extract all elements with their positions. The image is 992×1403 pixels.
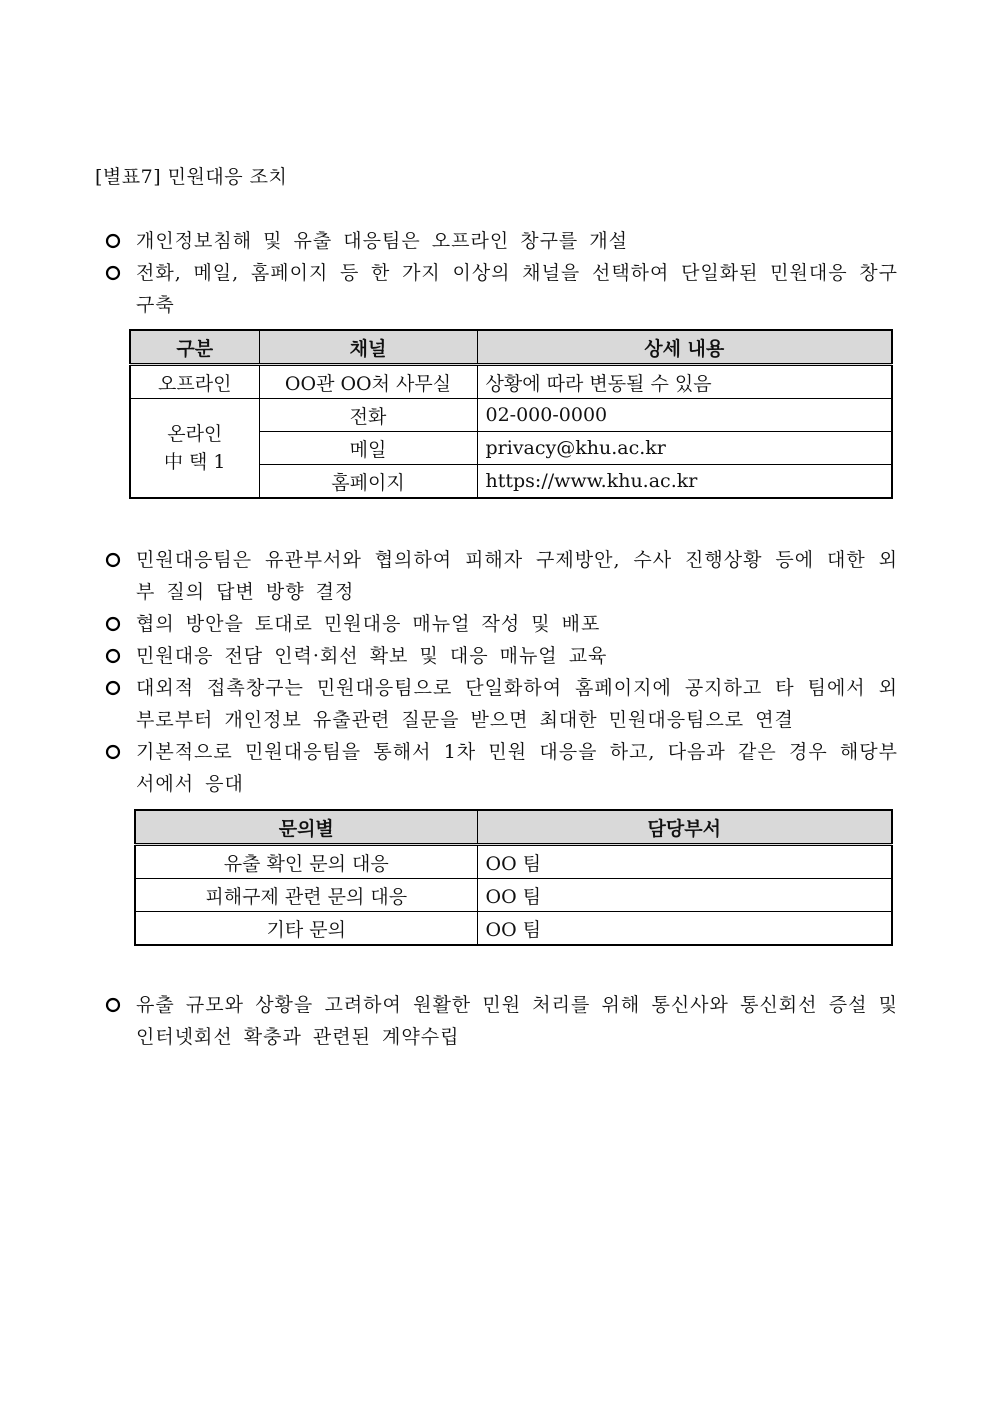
header-channel: 채널 <box>259 330 477 365</box>
bullet-text: 협의 방안을 토대로 민원대응 매뉴얼 작성 및 배포 <box>136 613 601 635</box>
dept-cell: OO 팀 <box>477 845 892 879</box>
offline-category: 오프라인 <box>130 365 259 399</box>
bullet-text: 개인정보침해 및 유출 대응팀은 오프라인 창구를 개설 <box>136 230 629 252</box>
online-detail-phone: 02-000-0000 <box>477 399 892 432</box>
online-category <box>130 399 259 499</box>
online-detail-mail: privacy@khu.ac.kr <box>477 432 892 465</box>
table-row <box>135 879 892 912</box>
bullet-text: 전화, 메일, 홈페이지 등 한 가지 이상의 채널을 선택하여 단일화된 민원대응 창구 구축 <box>136 262 898 316</box>
header-inquiry: 문의별 <box>135 810 477 845</box>
bullet-item <box>105 608 898 640</box>
hollow-circle-bullet-icon <box>105 225 129 249</box>
header-detail: 상세 내용 <box>477 330 892 365</box>
bullet-item <box>105 544 898 608</box>
hollow-circle-bullet-icon <box>105 672 129 696</box>
hollow-circle-bullet-icon <box>105 736 129 760</box>
hollow-circle-bullet-icon <box>105 608 129 632</box>
bullet-item <box>105 672 898 736</box>
table-header-row <box>135 810 892 845</box>
inquiry-cell: 기타 문의 <box>135 912 477 946</box>
dept-cell: OO 팀 <box>477 912 892 946</box>
online-channel-homepage: 홈페이지 <box>259 465 477 499</box>
table-row <box>130 399 892 432</box>
bullet-item <box>105 257 898 321</box>
inquiry-cell: 피해구제 관련 문의 대응 <box>135 879 477 912</box>
bullet-text: 민원대응팀은 유관부서와 협의하여 피해자 구제방안, 수사 진행상황 등에 대한 외부 질의 답변 방향 결정 <box>136 549 898 603</box>
bullet-item <box>105 736 898 800</box>
table-row <box>135 912 892 946</box>
bullet-item <box>105 989 898 1053</box>
hollow-circle-bullet-icon <box>105 544 129 568</box>
online-category-line1: 온라인 <box>167 423 223 445</box>
bullet-text: 민원대응 전담 인력·회선 확보 및 대응 매뉴얼 교육 <box>136 645 608 667</box>
offline-channel: OO관 OO처 사무실 <box>259 365 477 399</box>
channel-table <box>129 329 893 499</box>
table-row <box>130 365 892 399</box>
offline-detail: 상황에 따라 변동될 수 있음 <box>477 365 892 399</box>
online-detail-homepage: https://www.khu.ac.kr <box>477 465 892 499</box>
table-row <box>135 845 892 879</box>
bullet-text: 기본적으로 민원대응팀을 통해서 1차 민원 대응을 하고, 다음과 같은 경우 해당부서에서 응대 <box>136 741 898 795</box>
online-channel-phone: 전화 <box>259 399 477 432</box>
inquiry-cell: 유출 확인 문의 대응 <box>135 845 477 879</box>
bullet-item <box>105 225 898 257</box>
bullet-item <box>105 640 898 672</box>
table-header-row <box>130 330 892 365</box>
dept-cell: OO 팀 <box>477 879 892 912</box>
online-channel-mail: 메일 <box>259 432 477 465</box>
hollow-circle-bullet-icon <box>105 989 129 1013</box>
bullet-text: 유출 규모와 상황을 고려하여 원활한 민원 처리를 위해 통신사와 통신회선 증설 및 인터넷회선 확충과 관련된 계약수립 <box>136 994 898 1048</box>
inquiry-table <box>134 809 893 946</box>
hollow-circle-bullet-icon <box>105 640 129 664</box>
hollow-circle-bullet-icon <box>105 257 129 281</box>
header-dept: 담당부서 <box>477 810 892 845</box>
bullet-text: 대외적 접촉창구는 민원대응팀으로 단일화하여 홈페이지에 공지하고 타 팀에서 외부로부터 개인정보 유출관련 질문을 받으면 최대한 민원대응팀으로 연결 <box>136 677 898 731</box>
page-title: [별표7] 민원대응 조치 <box>95 166 288 188</box>
online-category-line2: 中 택 1 <box>163 451 226 473</box>
header-category: 구분 <box>130 330 259 365</box>
